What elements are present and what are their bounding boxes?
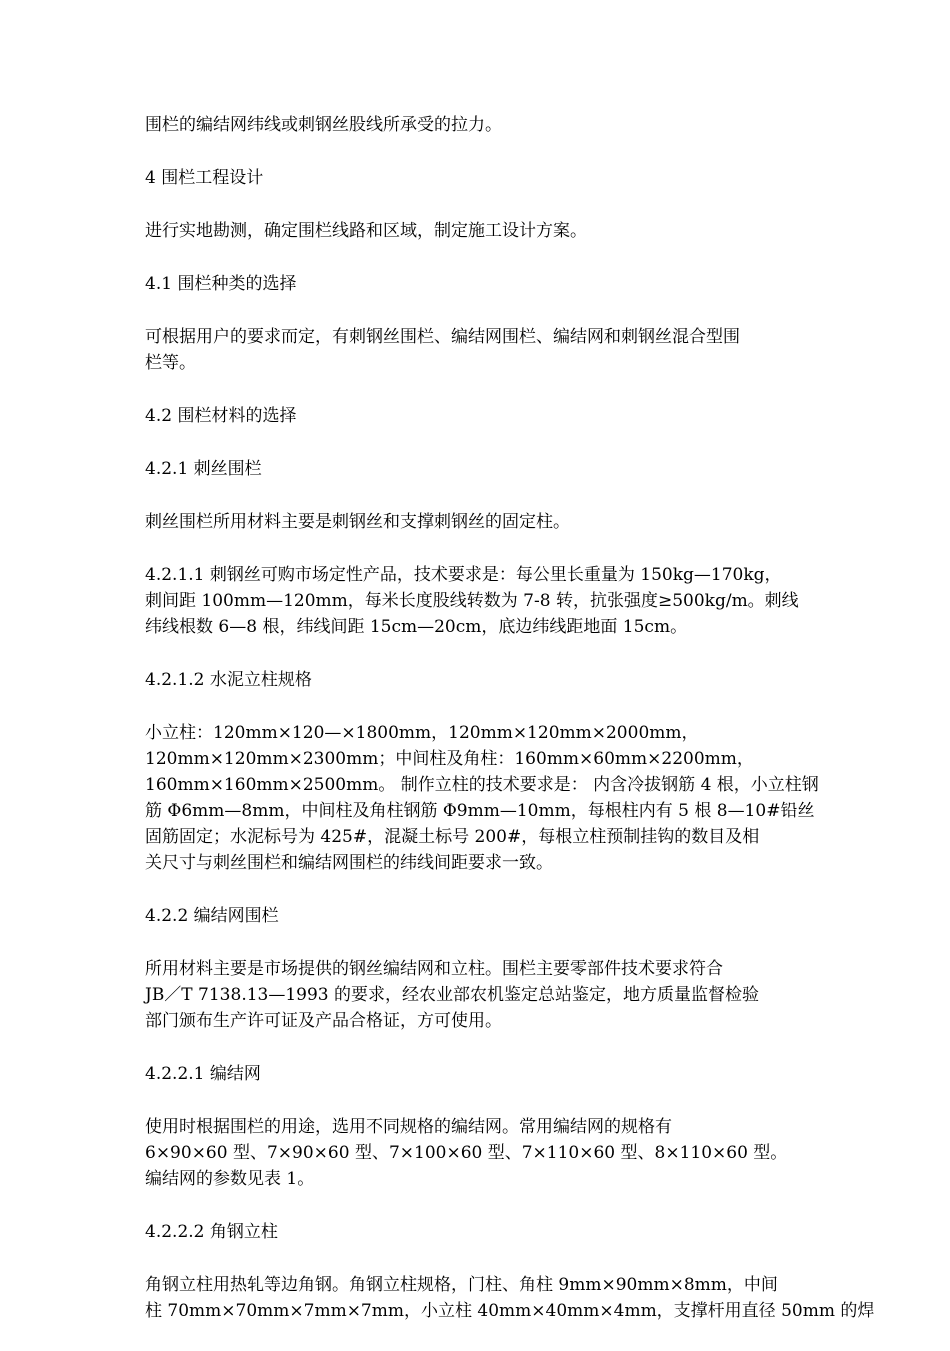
text-line: JB／T 7138.13—1993 的要求，经农业部农机鉴定总站鉴定，地方质量监督检验 — [145, 985, 760, 1005]
heading-section-4-2-1-2 — [145, 667, 815, 693]
heading-section-4-2-2-1 — [145, 1061, 815, 1087]
paragraph-survey — [145, 218, 815, 244]
text-line: 部门颁布生产许可证及产品合格证，方可使用。 — [145, 1011, 502, 1031]
heading-section-4-1 — [145, 271, 815, 297]
text-line: 4.2.1.2 水泥立柱规格 — [145, 670, 312, 690]
text-line: 角钢立柱用热轧等边角钢。角钢立柱规格，门柱、角柱 9mm×90mm×8mm，中间 — [145, 1275, 778, 1295]
text-line: 编结网的参数见表 1。 — [145, 1169, 315, 1189]
text-line: 筋 Φ6mm—8mm，中间柱及角柱钢筋 Φ9mm—10mm，每根柱内有 5 根 8—10#铅丝 — [145, 801, 815, 821]
text-line: 4.2.2.1 编结网 — [145, 1064, 261, 1084]
text-line: 4.2 围栏材料的选择 — [145, 406, 297, 426]
paragraph-mesh-specs — [145, 1114, 815, 1192]
text-line: 4.1 围栏种类的选择 — [145, 274, 297, 294]
text-line: 120mm×120mm×2300mm；中间柱及角柱：160mm×60mm×2200mm， — [145, 749, 754, 769]
paragraph-barbed-materials — [145, 509, 815, 535]
heading-section-4-2-2-2 — [145, 1219, 815, 1245]
heading-section-4-2-2 — [145, 903, 815, 929]
text-line: 4.2.2.2 角钢立柱 — [145, 1222, 278, 1242]
text-line: 使用时根据围栏的用途，选用不同规格的编结网。常用编结网的规格有 — [145, 1117, 672, 1137]
text-line: 6×90×60 型、7×90×60 型、7×100×60 型、7×110×60 型、8×110×60 型。 — [145, 1143, 788, 1163]
text-line: 4.2.1.1 刺钢丝可购市场定性产品，技术要求是：每公里长重量为 150kg—170kg， — [145, 565, 782, 585]
text-line: 刺间距 100mm—120mm，每米长度股线转数为 7-8 转，抗张强度≥500kg/m。刺线 — [145, 591, 799, 611]
text-line: 纬线根数 6—8 根，纬线间距 15cm—20cm，底边纬线距地面 15cm。 — [145, 617, 688, 637]
paragraph-mesh-materials — [145, 956, 815, 1034]
heading-section-4-2-1 — [145, 456, 815, 482]
text-line: 可根据用户的要求而定，有刺钢丝围栏、编结网围栏、编结网和刺钢丝混合型围 — [145, 327, 740, 347]
document-body — [145, 112, 875, 1351]
text-line: 4.2.1 刺丝围栏 — [145, 459, 262, 479]
text-line: 围栏的编结网纬线或刺钢丝股线所承受的拉力。 — [145, 115, 502, 135]
paragraph-fence-types — [145, 324, 815, 376]
paragraph-post-specs — [145, 720, 819, 876]
heading-section-4 — [145, 165, 815, 191]
text-line: 柱 70mm×70mm×7mm×7mm，小立柱 40mm×40mm×4mm，支撑杆用直径 50mm 的焊 — [145, 1301, 875, 1321]
text-line: 小立柱：120mm×120—×1800mm，120mm×120mm×2000mm， — [145, 723, 699, 743]
text-line: 所用材料主要是市场提供的钢丝编结网和立柱。围栏主要零部件技术要求符合 — [145, 959, 723, 979]
paragraph-tension-note — [145, 112, 815, 138]
paragraph-4-2-1-1 — [145, 562, 815, 640]
text-line: 4.2.2 编结网围栏 — [145, 906, 279, 926]
heading-section-4-2 — [145, 403, 815, 429]
text-line: 关尺寸与刺丝围栏和编结网围栏的纬线间距要求一致。 — [145, 853, 553, 873]
text-line: 栏等。 — [145, 353, 196, 373]
paragraph-angle-steel — [145, 1272, 875, 1324]
text-line: 刺丝围栏所用材料主要是刺钢丝和支撑刺钢丝的固定柱。 — [145, 512, 570, 532]
text-line: 4 围栏工程设计 — [145, 168, 264, 188]
text-line: 进行实地勘测，确定围栏线路和区域，制定施工设计方案。 — [145, 221, 587, 241]
text-line: 160mm×160mm×2500mm。 制作立柱的技术要求是： 内含冷拔钢筋 4 根，小立柱钢 — [145, 775, 819, 795]
text-line: 固筋固定；水泥标号为 425#，混凝土标号 200#，每根立柱预制挂钩的数目及相 — [145, 827, 760, 847]
